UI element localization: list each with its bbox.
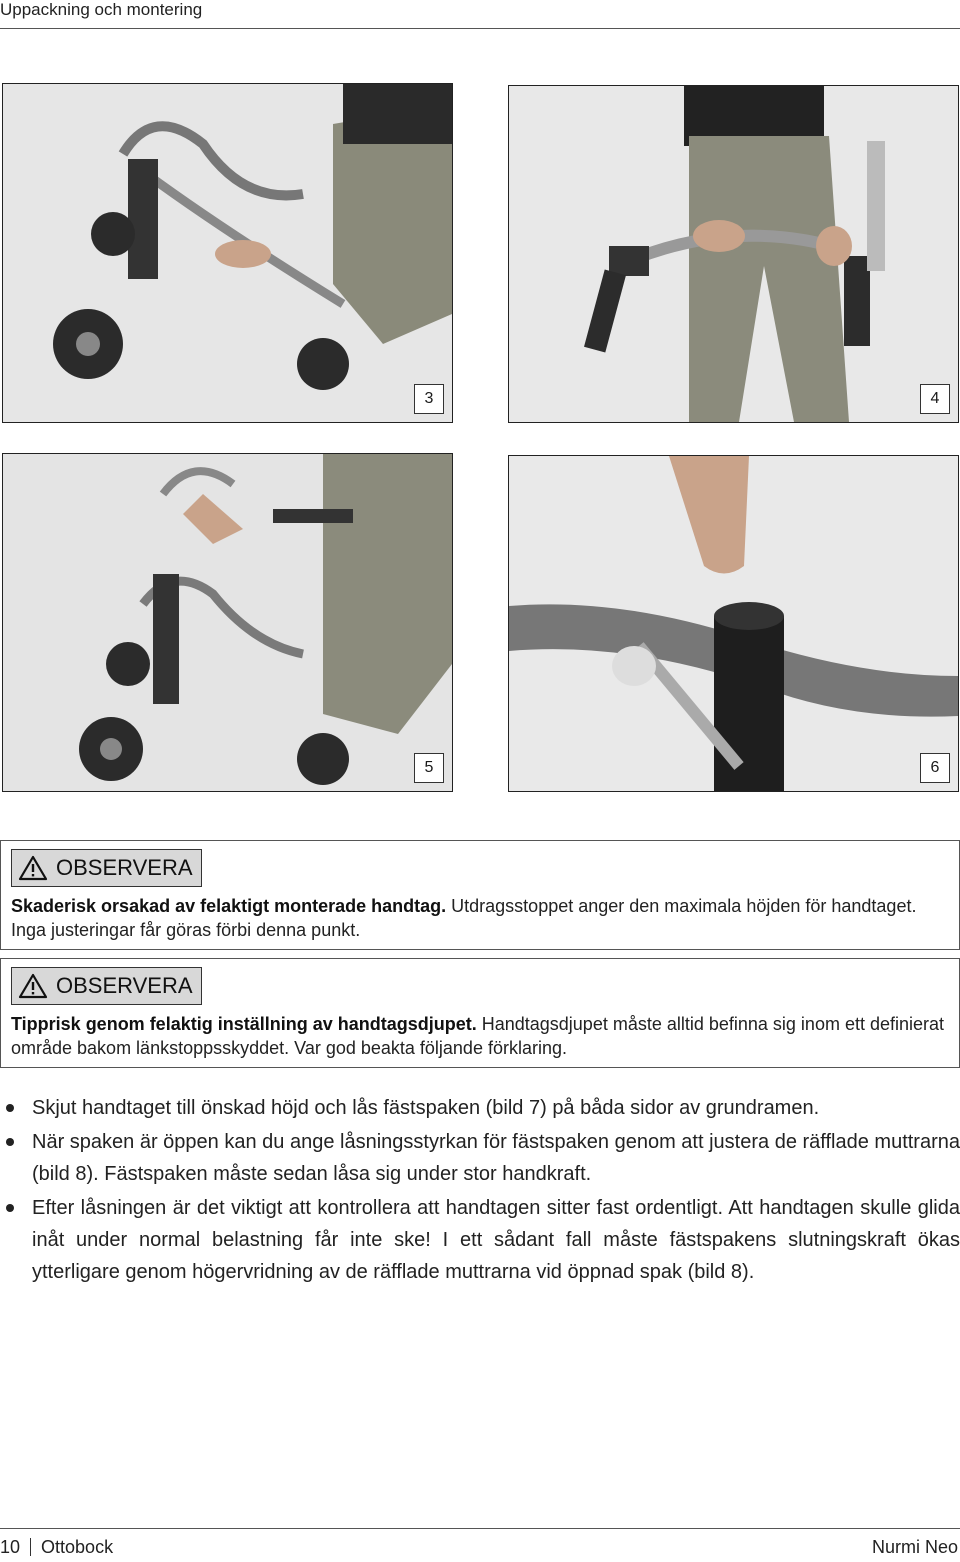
page-number: 10 — [0, 1537, 21, 1557]
warning-triangle-icon — [18, 973, 48, 999]
notice-label-text: OBSERVERA — [56, 973, 193, 998]
list-item — [0, 1126, 960, 1190]
notice-text: Handtagsdjupet måste alltid befinna sig inom ett definierat område bakom länkstoppsskyddet. Var god beakta följande förklaring. — [11, 1014, 945, 1058]
page-header-title: Uppackning och montering — [0, 0, 203, 19]
notice-text: Utdragsstoppet anger den maximala höjden för handtaget. Inga justeringar får göras förbi denna punkt. — [11, 896, 917, 940]
photo-figure-4 — [508, 85, 959, 423]
list-item-text: Skjut handtaget till önskad höjd och lås fästspaken (bild 7) på båda sidor av grundramen. — [32, 1097, 820, 1119]
list-item — [0, 1092, 960, 1124]
list-item-text: När spaken är öppen kan du ange låsningsstyrkan för fästspaken genom att justera de räfflade muttrarna (bild 8). Fästspaken måste sedan låsa sig under stor handkraft. — [32, 1131, 960, 1185]
header-divider — [0, 28, 960, 29]
warning-notice-2 — [0, 958, 960, 1068]
notice-bold-lead: Tipprisk genom felaktig inställning av handtagsdjupet. — [11, 1014, 477, 1034]
handle-adjustment-photo — [3, 454, 452, 791]
footer-separator — [30, 1538, 31, 1556]
photo-figure-3 — [2, 83, 453, 423]
walker-assembly-photo — [3, 84, 452, 422]
footer-divider — [0, 1528, 960, 1529]
figure-number: 5 — [414, 753, 444, 783]
figure-number: 6 — [920, 753, 950, 783]
list-item-text: Efter låsningen är det viktigt att kontrollera att handtagen sitter fast ordentligt. Att handtagen skulle glida inåt under normal belastning får inte ske! I ett sådant fall måste fästspakens slutningskraft ökas ytterligare genom högervridning av de räfflade muttrarna vid öppnad spak (bild 8). — [32, 1197, 960, 1283]
notice-label — [11, 967, 202, 1005]
warning-triangle-icon — [18, 855, 48, 881]
figure-number: 4 — [920, 384, 950, 414]
photo-figure-6 — [508, 455, 959, 792]
footer-left — [0, 1537, 113, 1558]
warning-notice-1 — [0, 840, 960, 950]
bullet-icon — [6, 1138, 14, 1146]
product-name: Nurmi Neo — [871, 1537, 958, 1557]
notice-body — [11, 894, 949, 942]
instruction-list — [0, 1092, 960, 1290]
notice-label-text: OBSERVERA — [56, 855, 193, 880]
bullet-icon — [6, 1204, 14, 1212]
brand-name: Ottobock — [41, 1537, 114, 1557]
figure-number: 3 — [414, 384, 444, 414]
notice-body — [11, 1012, 949, 1060]
notice-label — [11, 849, 202, 887]
handle-insertion-photo — [509, 86, 958, 422]
lever-closeup-photo — [509, 456, 958, 791]
bullet-icon — [6, 1104, 14, 1112]
notice-bold-lead: Skaderisk orsakad av felaktigt monterade handtag. — [11, 896, 447, 916]
photo-figure-5 — [2, 453, 453, 792]
list-item — [0, 1192, 960, 1288]
